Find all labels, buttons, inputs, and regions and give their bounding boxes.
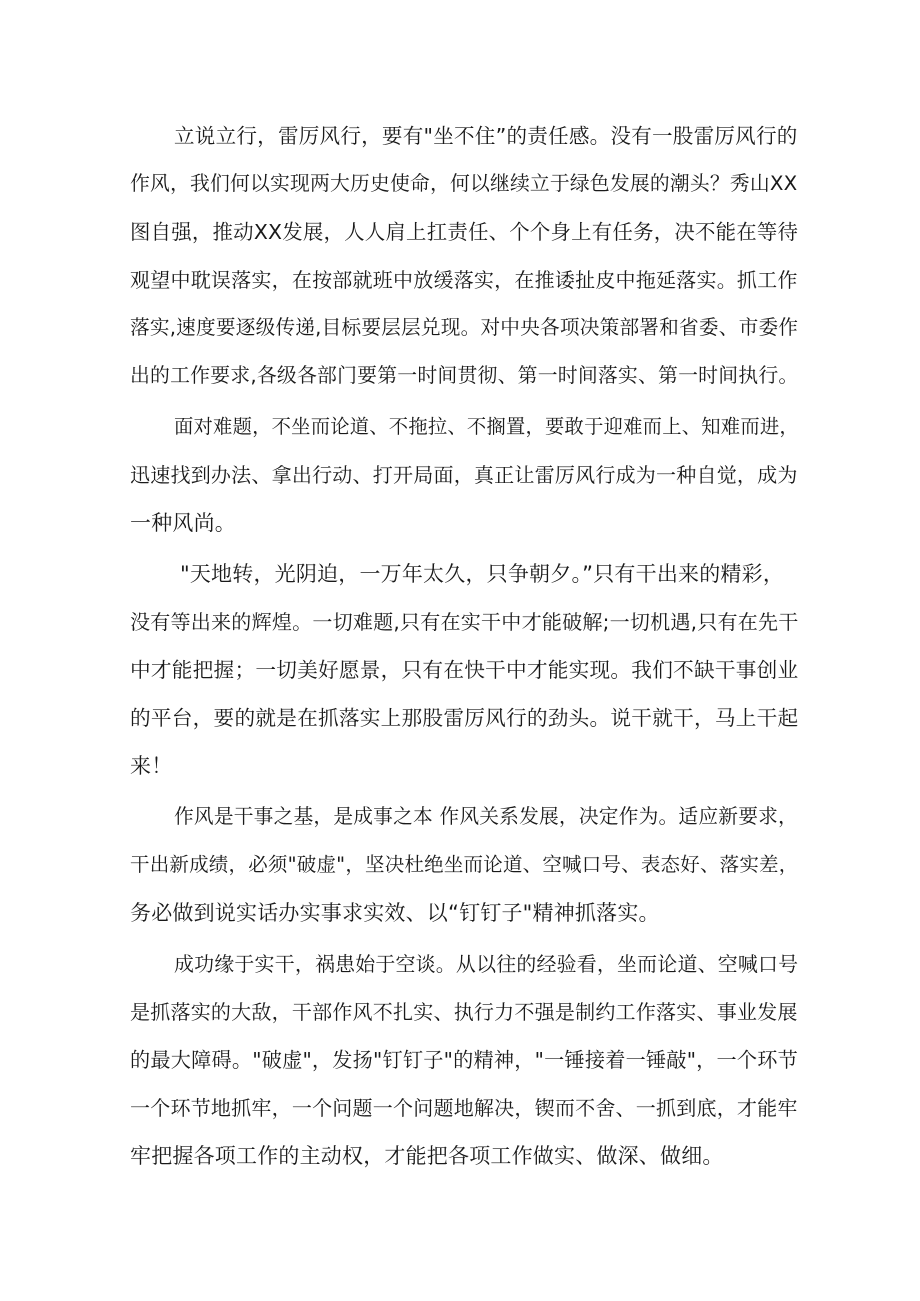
paragraph-4-line-3: 务必做到说实话办实事求实效、以“钉钉子"精神抓落实。 (130, 901, 660, 925)
paragraph-5-line-4: 一个环节地抓牢，一个问题一个问题地解决，锲而不舍、一抓到底，才能牢 (130, 1096, 798, 1120)
paragraph-2-line-1: 面对难题，不坐而论道、不拖拉、不搁置，要敢于迎难而上、知难而进， (174, 415, 799, 438)
paragraph-3-line-5: 来！ (130, 754, 173, 778)
paragraph-2-line-3: 一种风尚。 (130, 511, 236, 535)
paragraph-4-line-2: 干出新成绩，必须"破虚"，坚决杜绝坐而论道、空喊口号、表态好、落实差， (130, 853, 799, 876)
paragraph-4-line-1: 作风是干事之基，是成事之本 作风关系发展，决定作为。适应新要求， (174, 805, 798, 828)
paragraph-3-line-4: 的平台，要的就是在抓落实上那股雷厉风行的劲头。说干就干，马上干起 (130, 706, 799, 730)
paragraph-1-line-6: 出的工作要求,各级各部门要第一时间贯彻、第一时间落实、第一时间执行。 (130, 364, 799, 387)
paragraph-1-line-3: 图自强，推动XX发展，人人肩上扛责任、个个身上有任务，决不能在等待 (130, 220, 799, 244)
paragraph-5-line-2: 是抓落实的大敌，干部作风不扎实、执行力不强是制约工作落实、事业发展 (130, 1000, 798, 1024)
paragraph-3-line-2: 没有等出来的辉煌。一切难题,只有在实干中才能破解;一切机遇,只有在先干 (130, 610, 799, 634)
paragraph-5-line-5: 牢把握各项工作的主动权，才能把各项工作做实、做深、做细。 (130, 1144, 724, 1168)
paragraph-3-line-3: 中才能把握；一切美好愿景，只有在快干中才能实现。我们不缺干事创业 (130, 658, 799, 682)
paragraph-3-line-1: "天地转，光阴迫，一万年太久，只争朝夕。”只有干出来的精彩， (180, 562, 785, 586)
paragraph-2-line-2: 迅速找到办法、拿出行动、打开局面，真正让雷厉风行成为一种自觉，成为 (130, 463, 798, 487)
paragraph-1-line-1: 立说立行，雷厉风行，要有"坐不住”的责任感。没有一股雷厉风行的 (174, 124, 798, 148)
paragraph-1-line-2: 作风，我们何以实现两大历史使命，何以继续立于绿色发展的潮头？秀山XX (130, 172, 798, 195)
paragraph-5-line-3: 的最大障碍。"破虚"，发扬"钉钉子"的精神，"一锤接着一锤敲"，一个环节 (130, 1048, 799, 1072)
paragraph-5-line-1: 成功缘于实干，祸患始于空谈。从以往的经验看，坐而论道、空喊口号 (174, 952, 799, 976)
paragraph-1-line-4: 观望中耽误落实，在按部就班中放缓落实，在推诿扯皮中拖延落实。抓工作 (130, 268, 798, 292)
paragraph-1-line-5: 落实,速度要逐级传递,目标要层层兑现。对中央各项决策部署和省委、市委作 (130, 316, 799, 339)
